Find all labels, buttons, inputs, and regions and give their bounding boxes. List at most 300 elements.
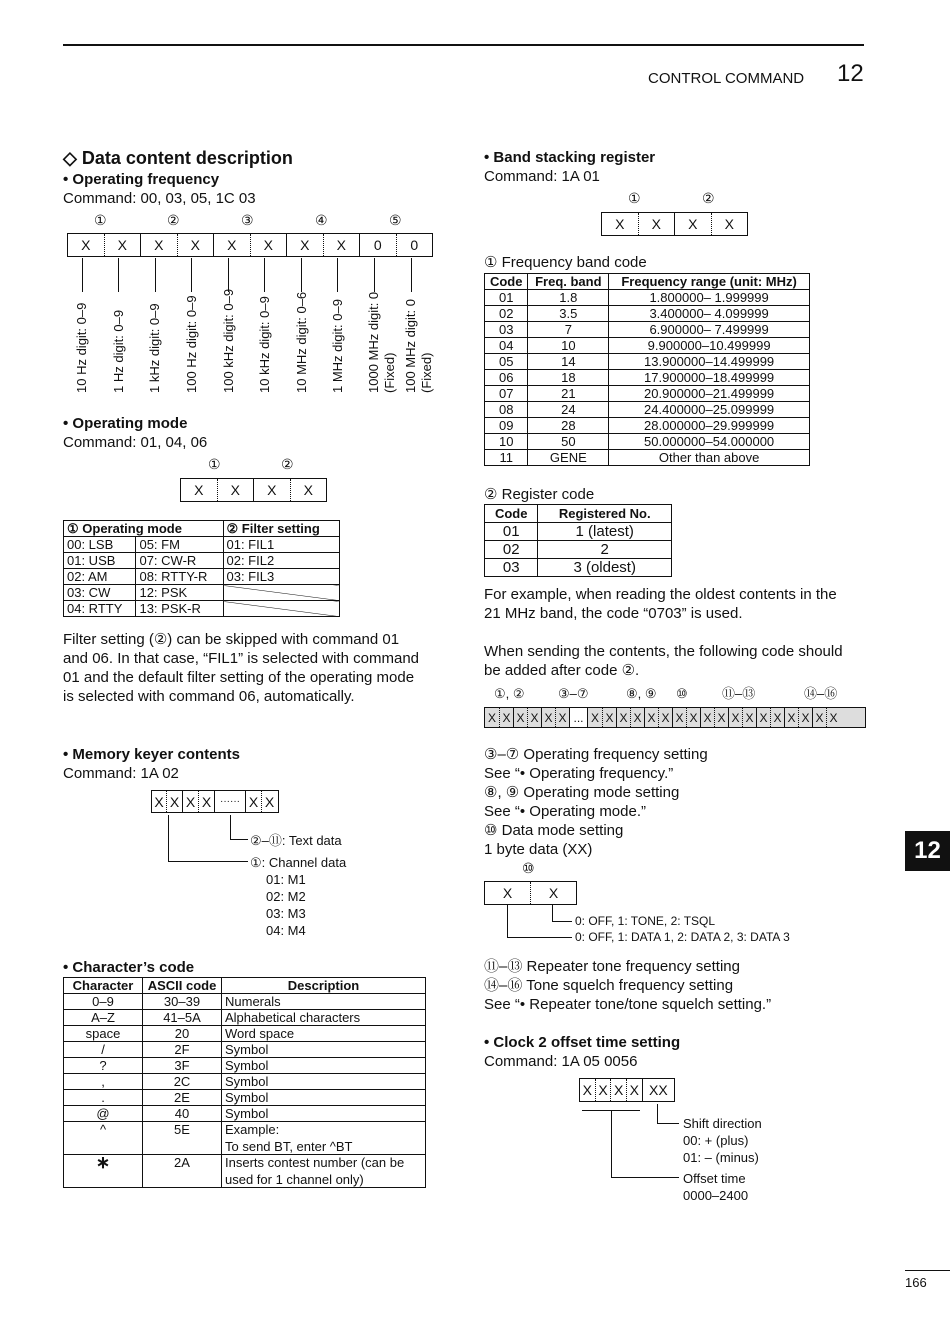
op-freq-num: ② — [167, 212, 180, 228]
op-freq-code-box — [67, 233, 433, 257]
table-cell: 24 — [528, 402, 609, 418]
col-header: Character — [64, 978, 143, 994]
code-cell: X — [595, 1079, 611, 1101]
code-cell: X — [198, 791, 214, 812]
table-cell: 50 — [528, 434, 609, 450]
band-items2 — [484, 957, 771, 1014]
table-row — [485, 306, 810, 322]
table-cell: 06 — [485, 370, 528, 386]
table-cell: . — [64, 1090, 143, 1106]
connector-line — [552, 921, 572, 922]
table-cell: 02 — [485, 541, 538, 559]
digit-label: 1 kHz digit: 0–9 — [147, 303, 162, 393]
table-cell: 2F — [143, 1042, 222, 1058]
table-row — [485, 418, 810, 434]
table-cell: ? — [64, 1058, 143, 1074]
text-line: ⑧, ⑨ Operating mode setting — [484, 784, 680, 801]
header-chapter: 12 — [837, 60, 864, 87]
table-cell: 01 — [485, 523, 538, 541]
text-line: Offset time — [683, 1171, 746, 1186]
table-row — [485, 402, 810, 418]
col-header: Registered No. — [538, 505, 672, 523]
code-cell: X — [261, 791, 277, 812]
data-mode-line1: 0: OFF, 1: TONE, 2: TSQL — [575, 914, 716, 928]
table-row — [64, 1155, 426, 1188]
op-freq-num: ④ — [315, 212, 328, 228]
text-line: ⑭–⑯ Tone squelch frequency setting — [484, 977, 734, 994]
col-header: Frequency range (unit: MHz) — [609, 274, 810, 290]
data-mode-num: ⑩ — [522, 860, 535, 876]
clock-shift — [683, 1115, 762, 1166]
code-cell: X — [213, 234, 250, 256]
op-mode-table — [63, 520, 340, 617]
clock-code-box — [579, 1078, 675, 1102]
data-mode-line2: 0: OFF, 1: DATA 1, 2: DATA 2, 3: DATA 3 — [575, 930, 790, 944]
band-num: ② — [702, 190, 715, 206]
register-table — [484, 504, 672, 577]
table-row — [485, 370, 810, 386]
code-cell: X — [615, 216, 625, 232]
note-line: 01 and the default filter setting of the operating mode — [63, 669, 415, 686]
code-cell: X — [194, 482, 204, 498]
table-cell: ^ — [64, 1122, 143, 1155]
table-row — [64, 1090, 426, 1106]
code-cell: X — [154, 793, 164, 810]
freq-band-table — [484, 273, 810, 466]
code-cell: X — [644, 708, 658, 727]
table-cell: 04 — [485, 338, 528, 354]
op-freq-num: ① — [94, 212, 107, 228]
band-sending — [484, 642, 843, 680]
table-row — [64, 585, 340, 601]
digit-label: 100 Hz digit: 0–9 — [184, 295, 199, 393]
code-cell: X — [250, 234, 287, 256]
table-cell: 05 — [485, 354, 528, 370]
code-cell: X — [616, 708, 630, 727]
code-cell: X — [812, 708, 826, 727]
table-row — [485, 338, 810, 354]
charcode-table — [63, 977, 426, 1188]
table-row — [64, 1026, 426, 1042]
code-cell: X — [555, 708, 569, 727]
arrow — [118, 258, 119, 292]
connector-line — [657, 1104, 658, 1124]
code-cell: X — [323, 234, 360, 256]
table-cell: Symbol — [222, 1090, 426, 1106]
note-line: Filter setting (②) can be skipped with command 01 — [63, 631, 400, 648]
op-freq-command: Command: 00, 03, 05, 1C 03 — [63, 190, 256, 207]
arrow — [301, 258, 302, 292]
table-cell: 24.400000–25.099999 — [609, 402, 810, 418]
clock-command: Command: 1A 05 0056 — [484, 1053, 638, 1070]
connector-line — [168, 815, 169, 862]
code-cell: X — [756, 708, 770, 727]
band-num: ① — [628, 190, 641, 206]
table-cell: 3F — [143, 1058, 222, 1074]
table-cell: 50.000000–54.000000 — [609, 434, 810, 450]
chapter-tab-label: 12 — [914, 837, 941, 864]
cell-line: used for 1 channel only) — [225, 1172, 364, 1187]
op-freq-title: • Operating frequency — [63, 171, 220, 188]
code-cell: X — [587, 708, 602, 727]
connector-line — [611, 1177, 679, 1178]
table-cell: 3 (oldest) — [538, 559, 672, 577]
table-row — [64, 601, 340, 617]
table-cell: 12: PSK — [136, 585, 223, 601]
band-example — [484, 585, 837, 623]
op-mode-code-box — [180, 478, 327, 502]
connector-line — [611, 1110, 612, 1178]
text-line: 0000–2400 — [683, 1188, 749, 1203]
seq-label: ⑪–⑬ — [722, 686, 756, 701]
table-cell: 40 — [143, 1106, 222, 1122]
col-header: Code — [485, 505, 538, 523]
table-cell: 10 — [485, 434, 528, 450]
keyer-channel-data: ①: Channel data — [250, 855, 347, 870]
code-cell: X — [104, 234, 141, 256]
col-header: ASCII code — [143, 978, 222, 994]
table-cell: 0–9 — [64, 994, 143, 1010]
code-cell: 0 — [359, 234, 396, 256]
code-cell: X — [626, 1079, 642, 1101]
code-cell: X — [81, 237, 91, 253]
op-mode-note — [63, 630, 453, 706]
seq-label: ①, ② — [494, 686, 525, 701]
op-mode-header: ① Operating mode — [64, 521, 224, 537]
table-cell: 2 — [538, 541, 672, 559]
connector-line — [230, 839, 248, 840]
connector-line — [168, 861, 248, 862]
code-cell: XX — [642, 1079, 674, 1101]
clock-title: • Clock 2 offset time setting — [484, 1034, 681, 1051]
table-cell: 10 — [528, 338, 609, 354]
table-row — [485, 322, 810, 338]
table-cell: 01: USB — [64, 553, 136, 569]
digit-label: 1 MHz digit: 0–9 — [330, 299, 345, 393]
table-cell: / — [64, 1042, 143, 1058]
op-mode-command: Command: 01, 04, 06 — [63, 434, 208, 451]
table-cell-multiline — [222, 1122, 426, 1155]
seq-label: ⑩ — [676, 686, 688, 701]
table-row — [64, 1010, 426, 1026]
filter-header: ② Filter setting — [223, 521, 340, 537]
table-cell: 1 (latest) — [538, 523, 672, 541]
section-heading: ◇ Data content description — [63, 148, 293, 168]
page-number: 166 — [905, 1275, 927, 1290]
table-cell: ∗ — [64, 1155, 143, 1188]
table-cell: 02 — [485, 306, 528, 322]
table-cell: space — [64, 1026, 143, 1042]
code-cell: X — [638, 213, 675, 235]
table-cell: 7 — [528, 322, 609, 338]
empty-cell — [223, 585, 340, 601]
channel-item: 01: M1 — [266, 872, 306, 887]
seq-code-box — [484, 707, 866, 728]
code-cell: X — [798, 708, 812, 727]
text-line: 00: + (plus) — [683, 1133, 749, 1148]
op-mode-num: ② — [281, 456, 294, 472]
table-row — [485, 450, 810, 466]
table-cell: 03 — [485, 322, 528, 338]
table-cell: 3.5 — [528, 306, 609, 322]
code-cell: X — [742, 708, 756, 727]
code-cell: X — [182, 791, 198, 812]
table-cell: 04: RTTY — [64, 601, 136, 617]
text-line: For example, when reading the oldest contents in the — [484, 586, 837, 603]
code-cell: X — [140, 234, 177, 256]
band-code-box — [601, 212, 748, 236]
table-cell: 13.900000–14.499999 — [609, 354, 810, 370]
code-cell: X — [784, 708, 798, 727]
digit-label: 10 Hz digit: 0–9 — [74, 302, 89, 393]
code-cell: X — [602, 708, 616, 727]
code-cell: X — [582, 1082, 592, 1098]
op-mode-title: • Operating mode — [63, 415, 188, 432]
arrow — [374, 258, 375, 292]
code-cell: X — [527, 708, 541, 727]
table-cell: 02: AM — [64, 569, 136, 585]
table-row — [485, 386, 810, 402]
code-cell: X — [177, 234, 214, 256]
table-row — [64, 1106, 426, 1122]
seq-label: ⑧, ⑨ — [626, 686, 657, 701]
table-cell: 09 — [485, 418, 528, 434]
seq-label: ⑭–⑯ — [804, 686, 838, 701]
code-cell: X — [672, 708, 686, 727]
col-header: Code — [485, 274, 528, 290]
band-title: • Band stacking register — [484, 149, 656, 166]
table-cell: 07: CW-R — [136, 553, 223, 569]
digit-label: 10 kHz digit: 0–9 — [257, 296, 272, 393]
band-command: Command: 1A 01 — [484, 168, 600, 185]
code-cell: ... — [569, 708, 587, 727]
header-section: CONTROL COMMAND — [648, 70, 805, 87]
table-cell: 13: PSK-R — [136, 601, 223, 617]
table-cell: 01: FIL1 — [223, 537, 340, 553]
col-header: Description — [222, 978, 426, 994]
keyer-title: • Memory keyer contents — [63, 746, 240, 763]
text-line: See “• Repeater tone/tone squelch setting.” — [484, 996, 772, 1013]
table-row — [485, 290, 810, 306]
code-cell: X — [630, 708, 644, 727]
text-line: 1 byte data (XX) — [484, 841, 593, 858]
connector-line — [507, 905, 508, 938]
code-cell: X — [499, 708, 513, 727]
text-line: When sending the contents, the following code should — [484, 643, 843, 660]
table-cell: Symbol — [222, 1042, 426, 1058]
code-cell: X — [487, 710, 496, 725]
table-cell: 03 — [485, 559, 538, 577]
digit-label: 100 kHz digit: 0–9 — [221, 288, 236, 393]
code-cell: X — [217, 479, 254, 501]
table-row — [64, 537, 340, 553]
table-cell: , — [64, 1074, 143, 1090]
text-line: ③–⑦ Operating frequency setting — [484, 746, 708, 763]
text-line: ⑪–⑬ Repeater tone frequency setting — [484, 958, 740, 975]
table-cell: 07 — [485, 386, 528, 402]
table-cell: Symbol — [222, 1058, 426, 1074]
table-row — [64, 1074, 426, 1090]
table-cell: 6.900000– 7.499999 — [609, 322, 810, 338]
table-cell: 21 — [528, 386, 609, 402]
code-cell: X — [245, 791, 261, 812]
col-header: Freq. band — [528, 274, 609, 290]
table-cell: 28 — [528, 418, 609, 434]
table-row — [64, 1042, 426, 1058]
table-cell: 05: FM — [136, 537, 223, 553]
code-cell: X — [714, 708, 728, 727]
code-cell: X — [541, 708, 555, 727]
arrow — [228, 258, 229, 292]
code-cell: X — [711, 213, 748, 235]
table-cell: 2E — [143, 1090, 222, 1106]
connector-line — [657, 1123, 679, 1124]
code-cell: X — [728, 708, 742, 727]
table-cell: Numerals — [222, 994, 426, 1010]
digit-label: 1 Hz digit: 0–9 — [111, 309, 126, 393]
cell-line: To send BT, enter ^BT — [225, 1139, 353, 1154]
table-cell: Symbol — [222, 1074, 426, 1090]
code-cell: X — [530, 882, 576, 904]
digit-label: (Fixed) — [419, 352, 434, 393]
empty-cell — [223, 601, 340, 617]
cell-line: Example: — [225, 1122, 280, 1137]
table-row — [485, 354, 810, 370]
code-cell: X — [770, 708, 784, 727]
table-cell: Symbol — [222, 1106, 426, 1122]
connector-line — [507, 937, 572, 938]
table-cell: 9.900000–10.499999 — [609, 338, 810, 354]
text-line: Shift direction — [683, 1116, 762, 1131]
text-line: be added after code ②. — [484, 662, 640, 679]
arrow — [264, 258, 265, 292]
channel-item: 04: M4 — [266, 923, 306, 938]
code-cell: X — [610, 1079, 626, 1101]
code-cell: X — [658, 708, 672, 727]
text-line: See “• Operating frequency.” — [484, 765, 674, 782]
table-cell: 30–39 — [143, 994, 222, 1010]
table-cell-multiline — [222, 1155, 426, 1188]
keyer-command: Command: 1A 02 — [63, 765, 179, 782]
text-line: See “• Operating mode.” — [484, 803, 646, 820]
table-cell: 1.8 — [528, 290, 609, 306]
table-cell: 14 — [528, 354, 609, 370]
table-cell: Word space — [222, 1026, 426, 1042]
table-cell: 2C — [143, 1074, 222, 1090]
code-cell: X — [253, 479, 290, 501]
code-cell: X — [286, 234, 323, 256]
channel-item: 03: M3 — [266, 906, 306, 921]
code-cell: X — [674, 213, 711, 235]
footer-rule — [905, 1270, 950, 1271]
code-cell: 0 — [396, 234, 433, 256]
seq-label: ③–⑦ — [558, 686, 589, 701]
table-cell: 08: RTTY-R — [136, 569, 223, 585]
op-freq-num: ③ — [241, 212, 254, 228]
table-row — [64, 569, 340, 585]
note-line: and 06. In that case, “FIL1” is selected with command — [63, 650, 420, 667]
table-row — [64, 1058, 426, 1074]
table-row — [64, 553, 340, 569]
seq-labels — [484, 685, 866, 705]
note-line: is selected with command 06, automatically. — [63, 688, 355, 705]
table-row — [485, 559, 672, 577]
table-row — [485, 523, 672, 541]
table-row — [485, 434, 810, 450]
chapter-tab[interactable] — [905, 831, 950, 871]
code-cell: X — [826, 708, 840, 727]
code-cell: X — [502, 885, 513, 901]
keyer-channels — [266, 871, 306, 939]
table-cell: 28.000000–29.999999 — [609, 418, 810, 434]
table-cell: 18 — [528, 370, 609, 386]
op-freq-num: ⑤ — [389, 212, 402, 228]
table-cell: 20.900000–21.499999 — [609, 386, 810, 402]
text-line: ⑩ Data mode setting — [484, 822, 624, 839]
band-items — [484, 745, 708, 859]
table-cell: Alphabetical characters — [222, 1010, 426, 1026]
table-cell: 08 — [485, 402, 528, 418]
code-cell: X — [686, 708, 700, 727]
table-cell: GENE — [528, 450, 609, 466]
table-cell: 41–5A — [143, 1010, 222, 1026]
table-cell: 17.900000–18.499999 — [609, 370, 810, 386]
table-cell: 5E — [143, 1122, 222, 1155]
code-cell: X — [290, 479, 327, 501]
table-row — [64, 994, 426, 1010]
digit-label: 1000 MHz digit: 0 — [366, 291, 381, 393]
table-cell: 11 — [485, 450, 528, 466]
table-cell: 01 — [485, 290, 528, 306]
table-cell: 1.800000– 1.999999 — [609, 290, 810, 306]
table-cell: 03: CW — [64, 585, 136, 601]
header-rule — [63, 44, 864, 46]
code-cell: X — [166, 791, 182, 812]
table-cell: 2A — [143, 1155, 222, 1188]
table-cell: Other than above — [609, 450, 810, 466]
freq-band-title: ① Frequency band code — [484, 254, 647, 271]
keyer-code-box — [151, 790, 279, 813]
digit-label: 10 MHz digit: 0–6 — [294, 291, 309, 393]
code-cell: X — [513, 708, 527, 727]
arrow — [82, 258, 83, 292]
table-cell: 02: FIL2 — [223, 553, 340, 569]
cell-line: Inserts contest number (can be — [225, 1155, 405, 1170]
code-cell: X — [700, 708, 714, 727]
table-row — [485, 541, 672, 559]
text-line: 21 MHz band, the code “0703” is used. — [484, 605, 743, 622]
data-mode-box — [484, 881, 577, 905]
table-row — [64, 1122, 426, 1155]
table-cell: A–Z — [64, 1010, 143, 1026]
connector-line — [552, 905, 553, 922]
op-mode-num: ① — [208, 456, 221, 472]
arrow — [191, 258, 192, 292]
register-title: ② Register code — [484, 486, 595, 503]
clock-offset — [683, 1170, 748, 1204]
text-line: 01: – (minus) — [683, 1150, 759, 1165]
table-cell: 3.400000– 4.099999 — [609, 306, 810, 322]
arrow — [337, 258, 338, 292]
arrow — [155, 258, 156, 292]
digit-label: 100 MHz digit: 0 — [403, 299, 418, 393]
channel-item: 02: M2 — [266, 889, 306, 904]
table-cell: 00: LSB — [64, 537, 136, 553]
code-cell: ······ — [214, 791, 245, 812]
table-cell: @ — [64, 1106, 143, 1122]
table-cell: 20 — [143, 1026, 222, 1042]
table-cell: 03: FIL3 — [223, 569, 340, 585]
